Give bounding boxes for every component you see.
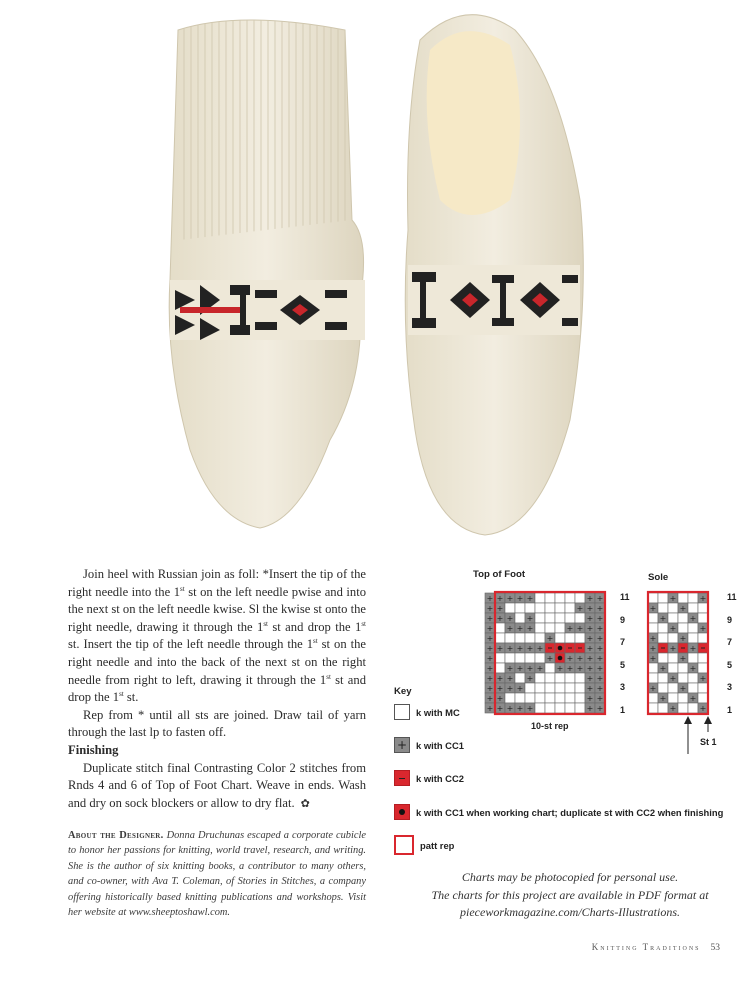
plus-mark: + xyxy=(649,634,657,643)
chart-cell xyxy=(668,663,678,673)
plus-mark: + xyxy=(596,674,604,683)
plus-mark: + xyxy=(526,594,534,603)
plus-mark: + xyxy=(486,674,494,683)
plus-mark: + xyxy=(516,664,524,673)
row-number: 9 xyxy=(727,614,733,625)
plus-mark: + xyxy=(689,614,697,623)
plus-mark: + xyxy=(679,604,687,613)
chart-cell xyxy=(575,703,585,713)
plus-mark: + xyxy=(649,604,657,613)
flower-ornament-icon: ✿ xyxy=(300,797,310,810)
plus-mark: + xyxy=(586,634,594,643)
plus-mark: + xyxy=(486,594,494,603)
chart-cell xyxy=(535,673,545,683)
right-sock xyxy=(405,15,583,535)
chart-cell xyxy=(495,653,505,663)
plus-mark: + xyxy=(506,624,514,633)
repeat-paragraph: Rep from * until all sts are joined. Draw tail of yarn through the last lp to fasten off. xyxy=(68,707,366,740)
chart-cell xyxy=(535,703,545,713)
chart-cell xyxy=(658,673,668,683)
chart-cell xyxy=(678,593,688,603)
plus-mark: + xyxy=(526,624,534,633)
chart-cell xyxy=(545,623,555,633)
plus-mark: + xyxy=(586,704,594,713)
chart-cell xyxy=(575,683,585,693)
chart-cell xyxy=(555,673,565,683)
chart-cell xyxy=(688,673,698,683)
plus-mark: + xyxy=(649,654,657,663)
key-item-patt-rep: patt rep xyxy=(394,836,454,854)
left-sock xyxy=(169,20,365,528)
chart-cell xyxy=(575,633,585,643)
chart-cell xyxy=(648,703,658,713)
plus-mark: + xyxy=(486,654,494,663)
chart-cell xyxy=(688,683,698,693)
chart-cell xyxy=(648,663,658,673)
plus-mark: + xyxy=(596,684,604,693)
plus-mark: + xyxy=(596,704,604,713)
chart-cell xyxy=(555,683,565,693)
row-number: 11 xyxy=(727,592,737,602)
plus-mark: + xyxy=(576,624,584,633)
chart-cell xyxy=(565,703,575,713)
key-item-cc1: + k with CC1 xyxy=(394,736,464,754)
chart-cell xyxy=(525,683,535,693)
plus-mark: + xyxy=(596,644,604,653)
sole-title: Sole xyxy=(648,572,669,583)
chart-cell xyxy=(678,703,688,713)
plus-mark: + xyxy=(669,674,677,683)
page-footer xyxy=(592,942,720,953)
about-heading: About the Designer. xyxy=(68,830,164,841)
chart-cell xyxy=(698,693,708,703)
plus-mark: + xyxy=(576,604,584,613)
chart-cell xyxy=(515,653,525,663)
chart-cell xyxy=(668,633,678,643)
chart-cell xyxy=(575,693,585,703)
plus-mark: + xyxy=(506,614,514,623)
top-of-foot-chart xyxy=(482,590,612,718)
chart-cell xyxy=(555,623,565,633)
chart-cell xyxy=(555,703,565,713)
key-item-cc2: k with CC2 xyxy=(394,769,464,787)
plus-mark: + xyxy=(699,624,707,633)
dot-mark xyxy=(558,656,563,661)
row-number: 3 xyxy=(727,682,733,693)
plus-mark: + xyxy=(586,694,594,703)
key-item-duplicate: k with CC1 when working chart; duplicate st with CC2 when finishing xyxy=(394,803,723,821)
chart-cell xyxy=(565,613,575,623)
chart-cell xyxy=(648,693,658,703)
plus-mark: + xyxy=(486,634,494,643)
chart-cell xyxy=(668,693,678,703)
chart-cell xyxy=(698,653,708,663)
chart-cell xyxy=(575,613,585,623)
plus-mark: + xyxy=(526,704,534,713)
chart-cell xyxy=(515,673,525,683)
chart-cell xyxy=(648,613,658,623)
chart-cell xyxy=(565,693,575,703)
page-number: 53 xyxy=(710,943,720,953)
chart-cell xyxy=(658,683,668,693)
chart-cell xyxy=(505,653,515,663)
chart-cell xyxy=(565,683,575,693)
plus-mark: + xyxy=(506,664,514,673)
duplicate-stitch-swatch-icon xyxy=(394,804,410,820)
plus-mark: + xyxy=(596,634,604,643)
photocopy-note: Charts may be photocopied for personal use. xyxy=(461,870,679,884)
sole-chart xyxy=(645,590,717,718)
plus-mark: + xyxy=(486,624,494,633)
chart-cell xyxy=(545,683,555,693)
russian-join-paragraph: Join heel with Russian join as foll: *Insert the tip of the right needle into the 1st st on the left needle pwise and into the next st on the left needle kwise. Sl the kwise st onto the right needle, drawing it through the 1st st and drop the 1st st. Insert the tip of the left needle through the 1st st on the right needle and into the back of the next st on the right needle from right to left, drawing it through the 1st st and drop the 1st st. xyxy=(68,567,366,705)
chart-cell xyxy=(678,663,688,673)
chart-cell xyxy=(495,623,505,633)
chart-cell xyxy=(658,593,668,603)
row-number: 1 xyxy=(727,705,733,715)
chart-cell xyxy=(688,623,698,633)
chart-cell xyxy=(545,663,555,673)
row-number: 9 xyxy=(620,614,626,625)
row-number: 3 xyxy=(620,682,626,693)
plus-mark: + xyxy=(596,594,604,603)
row-number: 5 xyxy=(620,659,626,670)
pdf-note: The charts for this project are available in PDF format at xyxy=(431,888,709,902)
plus-mark: + xyxy=(596,624,604,633)
plus-mark: + xyxy=(669,704,677,713)
plus-mark: + xyxy=(486,604,494,613)
plus-mark: + xyxy=(586,624,594,633)
pdf-url: pieceworkmagazine.com/Charts-Illustrations. xyxy=(460,905,680,919)
plus-mark: + xyxy=(586,684,594,693)
plus-mark: + xyxy=(586,594,594,603)
chart-cell xyxy=(535,613,545,623)
chart-cell xyxy=(515,693,525,703)
row-number: 1 xyxy=(620,705,626,715)
chart-cell xyxy=(545,673,555,683)
chart-cell xyxy=(688,653,698,663)
plus-mark: + xyxy=(486,684,494,693)
chart-cell xyxy=(668,683,678,693)
chart-cell xyxy=(555,693,565,703)
chart-cell xyxy=(678,673,688,683)
chart-cell xyxy=(535,683,545,693)
plus-mark: + xyxy=(516,704,524,713)
plus-mark: + xyxy=(526,674,534,683)
plus-mark: + xyxy=(699,704,707,713)
chart-cell xyxy=(545,703,555,713)
top-of-foot-title: Top of Foot xyxy=(473,569,526,580)
chart-cell xyxy=(545,593,555,603)
plus-mark: + xyxy=(669,594,677,603)
chart-cell xyxy=(565,673,575,683)
plus-mark: + xyxy=(699,594,707,603)
plus-mark: + xyxy=(506,674,514,683)
chart-cell xyxy=(505,633,515,643)
st1-arrows xyxy=(680,716,716,756)
plus-mark: + xyxy=(486,664,494,673)
chart-cell xyxy=(648,593,658,603)
plus-mark: + xyxy=(526,664,534,673)
chart-cell xyxy=(658,633,668,643)
chart-cell xyxy=(555,633,565,643)
plus-mark: + xyxy=(496,684,504,693)
plus-mark: + xyxy=(536,644,544,653)
plus-mark: + xyxy=(669,644,677,653)
plus-mark: + xyxy=(536,664,544,673)
plus-mark: + xyxy=(526,644,534,653)
plus-mark: + xyxy=(496,594,504,603)
plus-mark: + xyxy=(556,664,564,673)
chart-cell xyxy=(565,593,575,603)
plus-mark: + xyxy=(566,664,574,673)
plus-mark: + xyxy=(689,664,697,673)
socks-photo xyxy=(120,0,630,548)
plus-mark: + xyxy=(669,624,677,633)
key-item-mc: k with MC xyxy=(394,703,460,721)
chart-cell xyxy=(505,693,515,703)
plus-mark: + xyxy=(596,664,604,673)
chart-cell xyxy=(678,613,688,623)
row-number: 7 xyxy=(727,637,733,648)
chart-cell xyxy=(535,633,545,643)
plus-mark: + xyxy=(516,594,524,603)
chart-cell xyxy=(698,633,708,643)
plus-mark: + xyxy=(586,674,594,683)
chart-cell xyxy=(658,703,668,713)
plus-mark: + xyxy=(506,644,514,653)
plus-mark: + xyxy=(679,684,687,693)
chart-cell xyxy=(648,623,658,633)
chart-cell xyxy=(525,633,535,643)
plus-mark: + xyxy=(546,654,554,663)
chart-cell xyxy=(525,653,535,663)
st1-label: St 1 xyxy=(700,737,717,747)
plus-mark: + xyxy=(679,634,687,643)
chart-cell xyxy=(535,593,545,603)
chart-cell xyxy=(565,633,575,643)
plus-mark: + xyxy=(516,644,524,653)
plus-mark: + xyxy=(496,694,504,703)
plus-mark: + xyxy=(486,614,494,623)
mc-swatch-icon xyxy=(394,704,410,720)
chart-cell xyxy=(668,613,678,623)
key-title: Key xyxy=(394,686,412,697)
chart-cell xyxy=(545,613,555,623)
chart-cell xyxy=(495,663,505,673)
chart-cell xyxy=(535,693,545,703)
plus-mark: + xyxy=(496,614,504,623)
chart-cell xyxy=(698,663,708,673)
row-number: 5 xyxy=(727,659,733,670)
chart-cell xyxy=(515,613,525,623)
chart-cell xyxy=(515,603,525,613)
chart-cell xyxy=(678,623,688,633)
dot-mark xyxy=(558,646,563,651)
plus-mark: + xyxy=(576,664,584,673)
chart-cell xyxy=(688,603,698,613)
chart-cell xyxy=(658,623,668,633)
about-body: Donna Druchunas escaped a corporate cubicle to honor her passions for knitting, world travel, research, and writing. She is the author of six knitting books, a contributor to many others, and co-owner, with Ava T. Coleman, of Stories in Stitches, a company offering historically based knitting publications and workshops. Visit her website at www.sheeptoshawl.com. xyxy=(68,830,366,919)
plus-mark: + xyxy=(689,644,697,653)
chart-cell xyxy=(648,673,658,683)
plus-mark: + xyxy=(596,654,604,663)
plus-mark: + xyxy=(586,604,594,613)
plus-mark: + xyxy=(516,684,524,693)
chart-cell xyxy=(545,693,555,703)
plus-mark: + xyxy=(586,664,594,673)
plus-mark: + xyxy=(699,674,707,683)
rep-label: 10-st rep xyxy=(531,721,569,731)
chart-cell xyxy=(555,613,565,623)
chart-cell xyxy=(495,633,505,643)
chart-cell xyxy=(535,603,545,613)
chart-cell xyxy=(658,653,668,663)
plus-mark: + xyxy=(506,704,514,713)
row-number: 7 xyxy=(620,637,626,648)
finishing-paragraph: Duplicate stitch final Contrasting Color 2 stitches from Rnds 4 and 6 of Top of Foot Chart. Weave in ends. Wash and dry on sock blockers or allow to dry flat. ✿ xyxy=(68,760,366,810)
plus-mark: + xyxy=(546,634,554,643)
chart-cell xyxy=(535,653,545,663)
plus-mark: + xyxy=(586,644,594,653)
plus-mark: + xyxy=(649,644,657,653)
plus-mark: + xyxy=(496,704,504,713)
chart-cell xyxy=(525,693,535,703)
row-number: 11 xyxy=(620,592,630,602)
plus-mark: + xyxy=(566,624,574,633)
plus-mark: + xyxy=(496,604,504,613)
plus-mark: + xyxy=(596,604,604,613)
chart-cell xyxy=(668,653,678,663)
plus-mark: + xyxy=(496,644,504,653)
instructions-text xyxy=(68,566,366,813)
patt-rep-swatch-icon xyxy=(394,835,414,855)
chart-cell xyxy=(698,613,708,623)
chart-cell xyxy=(555,593,565,603)
cc1-swatch-icon: + xyxy=(394,737,410,753)
about-designer xyxy=(68,828,366,920)
chart-cell xyxy=(535,623,545,633)
plus-mark: + xyxy=(516,624,524,633)
publication-name: Knitting Traditions xyxy=(591,942,701,952)
chart-cell xyxy=(688,593,698,603)
plus-mark: + xyxy=(596,694,604,703)
chart-cell xyxy=(658,603,668,613)
chart-cell xyxy=(545,603,555,613)
cc2-swatch-icon xyxy=(394,770,410,786)
plus-mark: + xyxy=(649,684,657,693)
chart-cell xyxy=(575,593,585,603)
plus-mark: + xyxy=(496,674,504,683)
plus-mark: + xyxy=(486,704,494,713)
chart-cell xyxy=(525,603,535,613)
plus-mark: + xyxy=(659,694,667,703)
plus-mark: + xyxy=(526,614,534,623)
chart-cell xyxy=(698,603,708,613)
plus-mark: + xyxy=(486,644,494,653)
plus-mark: + xyxy=(596,614,604,623)
chart-cell xyxy=(575,673,585,683)
chart-cell xyxy=(678,693,688,703)
chart-cell xyxy=(668,603,678,613)
plus-mark: + xyxy=(566,654,574,663)
chart-cell xyxy=(698,683,708,693)
plus-mark: + xyxy=(586,654,594,663)
plus-mark: + xyxy=(659,664,667,673)
plus-mark: + xyxy=(689,694,697,703)
plus-mark: + xyxy=(576,654,584,663)
chart-cell xyxy=(555,603,565,613)
plus-mark: + xyxy=(586,614,594,623)
chart-cell xyxy=(688,633,698,643)
plus-mark: + xyxy=(506,594,514,603)
chart-cell xyxy=(565,603,575,613)
plus-mark: + xyxy=(679,654,687,663)
plus-mark: + xyxy=(506,684,514,693)
plus-mark: + xyxy=(659,614,667,623)
finishing-heading: Finishing xyxy=(68,742,119,757)
chart-cell xyxy=(688,703,698,713)
chart-cell xyxy=(505,603,515,613)
chart-cell xyxy=(515,633,525,643)
plus-mark: + xyxy=(486,694,494,703)
